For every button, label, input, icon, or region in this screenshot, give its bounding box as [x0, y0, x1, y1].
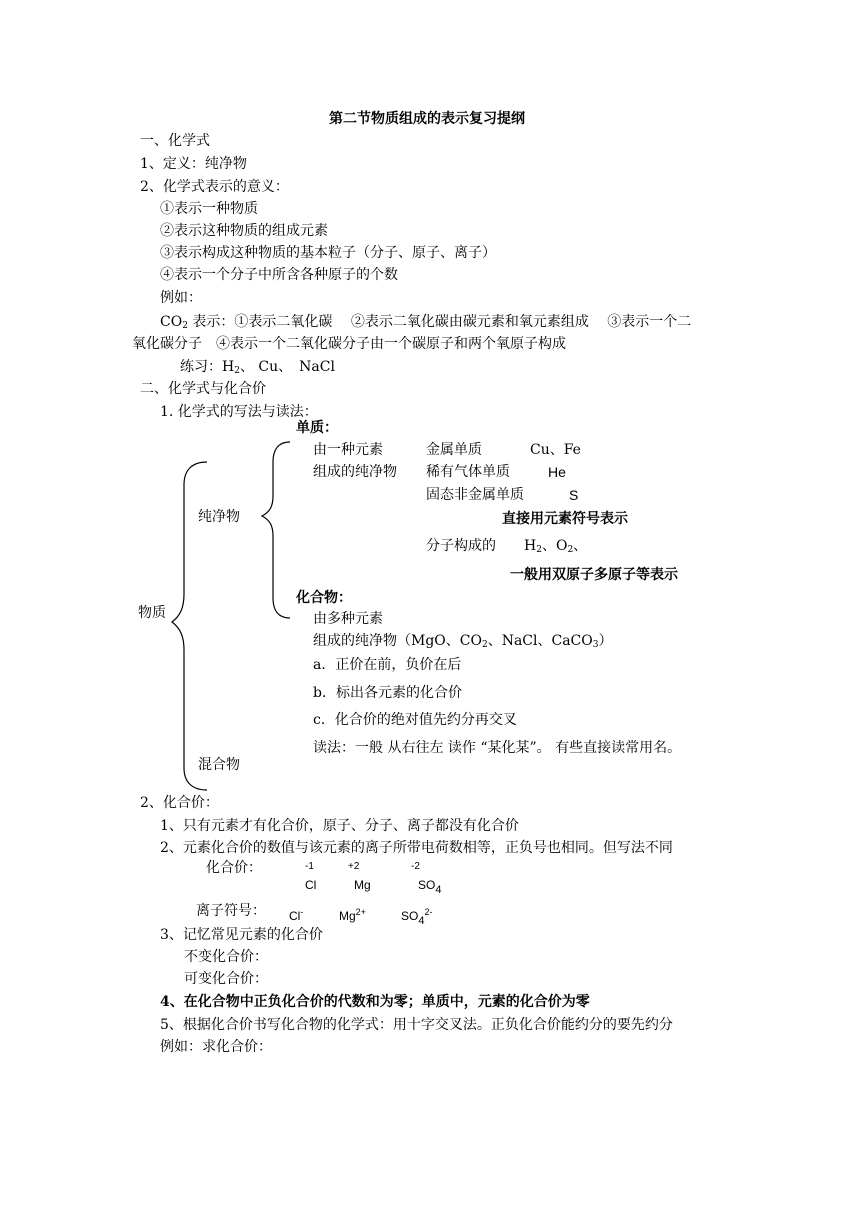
co2-line-2: 氧化碳分子 ④表示一个二氧化碳分子由一个碳原子和两个氧原子构成	[132, 336, 566, 352]
ion-cl-charge: -	[300, 907, 304, 917]
simple-line-2: 组成的纯净物	[313, 464, 397, 480]
co2-formula: CO	[160, 314, 183, 330]
simple-line-1: 由一种元素	[313, 442, 383, 458]
simple-substance-label: 单质：	[296, 419, 338, 435]
rule-c: c．化合价的绝对值先约分再交叉	[313, 712, 517, 728]
fixed-valence: 不变化合价：	[184, 949, 268, 965]
definition-line: 1、定义：纯净物	[140, 156, 247, 172]
so4-subscript: 4	[435, 884, 442, 896]
ion-so4-charge: 2-	[424, 907, 433, 917]
section-heading-valence-formula: 二、化学式与化合价	[140, 381, 266, 397]
ion-mg-charge: 2+	[355, 907, 366, 917]
molecular-note: 一般用双原子多原子等表示	[510, 566, 678, 582]
meaning-item-4: ④表示一个分子中所含各种原子的个数	[160, 267, 398, 283]
meaning-item-1: ①表示一种物质	[160, 201, 258, 217]
compound-line-2	[313, 632, 612, 650]
meaning-item-2: ②表示这种物质的组成元素	[160, 223, 328, 239]
reading-rule: 读法：一般 从右往左 读作 “某化某”。 有些直接读常用名。	[313, 740, 682, 756]
compound-label: 化合物：	[296, 589, 352, 605]
metal-example: Cu、Fe	[530, 442, 581, 458]
molecular-ex-end: 、	[573, 538, 588, 554]
ion-so4-base: SO	[401, 909, 419, 923]
valence-point-2: 2、元素化合价的数值与该元素的离子所带电荷数相等，正负号也相同。但写法不同	[160, 840, 673, 856]
meaning-item-3: ③表示构成这种物质的基本粒子（分子、原子、离子）	[160, 245, 496, 261]
example-label: 例如：	[160, 290, 202, 306]
valence-charge-mg: +2	[348, 861, 360, 872]
nonmetal-label: 固态非金属单质	[426, 487, 524, 503]
ion-symbol-label: 离子符号：	[196, 903, 266, 919]
noble-gas-label: 稀有气体单质	[426, 464, 510, 480]
molecular-ex-h-sub: 2	[536, 545, 542, 555]
valence-point-1: 1、只有元素才有化合价，原子、分子、离子都没有化合价	[160, 818, 519, 834]
section-heading-formula: 一、化学式	[140, 133, 210, 149]
co2-subscript: 2	[182, 321, 188, 331]
valence-point-4: 4、在化合物中正负化合价的代数和为零；单质中，元素的化合价为零	[160, 994, 590, 1010]
compound-ex-mid: 、NaCl、CaCO	[487, 633, 593, 649]
nonmetal-example: S	[569, 487, 579, 503]
valence-point-5: 5、根据化合价书写化合物的化学式：用十字交叉法。正负化合价能约分的要先约分	[160, 1017, 673, 1033]
rule-b: b．标出各元素的化合价	[313, 685, 462, 701]
valence-charge-cl: -1	[305, 861, 314, 872]
direct-symbol-note: 直接用元素符号表示	[502, 510, 628, 526]
valence-symbol-mg: Mg	[354, 878, 371, 892]
ion-cl	[289, 903, 303, 925]
section-heading-valence: 2、化合价：	[140, 795, 219, 811]
meaning-heading: 2、化学式表示的意义：	[140, 179, 289, 195]
ion-so4	[401, 903, 432, 925]
metal-label: 金属单质	[426, 442, 482, 458]
rule-a: a．正价在前，负价在后	[313, 657, 462, 673]
molecular-example	[524, 537, 587, 555]
valence-symbol-cl: Cl	[305, 878, 317, 892]
so4-base: SO	[418, 878, 436, 892]
compound-ex-end: ）	[598, 633, 613, 649]
compound-ex-pre: 组成的纯净物（MgO、CO	[313, 633, 482, 649]
compound-ex-sub1: 2	[481, 640, 488, 650]
ion-cl-base: Cl	[289, 909, 301, 923]
diagram-pure-substance: 纯净物	[198, 509, 240, 525]
ion-mg	[339, 903, 366, 925]
ion-mg-base: Mg	[339, 909, 356, 923]
practice-rest: 、 Cu、 NaCl	[239, 359, 335, 375]
diagram-mixture: 混合物	[198, 757, 240, 773]
page-title: 第二节物质组成的表示复习提纲	[329, 111, 525, 127]
ion-so4-subscript: 4	[418, 915, 425, 927]
variable-valence: 可变化合价：	[184, 971, 268, 987]
molecular-label: 分子构成的	[426, 538, 496, 554]
valence-point-3: 3、记忆常见元素的化合价	[160, 927, 323, 943]
practice-prefix: 练习：H	[180, 359, 235, 375]
valence-charge-so4: -2	[411, 861, 420, 872]
molecular-ex-o-sub: 2	[567, 545, 574, 555]
compound-line-1: 由多种元素	[313, 611, 383, 627]
molecular-ex-h: H	[524, 538, 537, 554]
subheading-writing-reading: 1. 化学式的写法与读法：	[160, 404, 318, 420]
valence-label: 化合价：	[206, 860, 262, 876]
noble-gas-example: He	[548, 464, 566, 480]
practice-subscript: 2	[234, 366, 240, 376]
molecular-ex-o: 、O	[541, 538, 568, 554]
diagram-root-matter: 物质	[138, 605, 166, 621]
co2-meaning-text: 表示：①表示二氧化碳 ②表示二氧化碳由碳元素和氧元素组成 ③表示一个二	[187, 314, 692, 330]
valence-symbol-so4	[418, 876, 441, 894]
valence-example: 例如：求化合价：	[160, 1039, 272, 1055]
compound-ex-sub2: 3	[592, 640, 599, 650]
